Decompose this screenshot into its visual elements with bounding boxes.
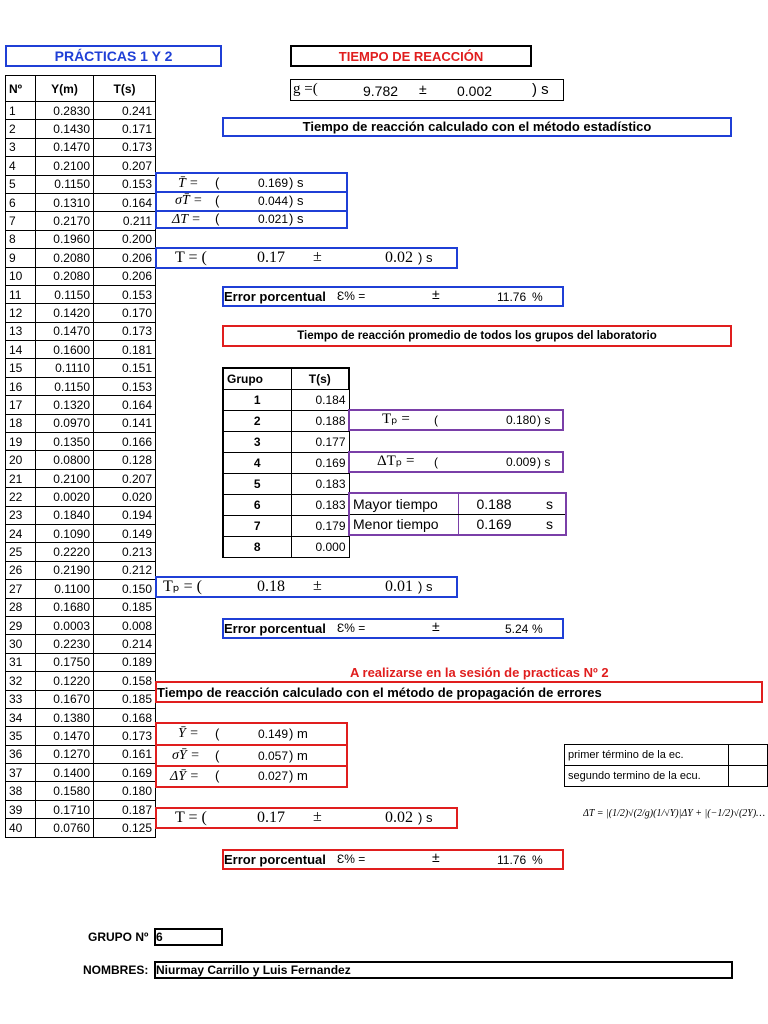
group-number: 6 (223, 494, 291, 515)
lab-result-error: 0.01 (385, 578, 413, 595)
measurement-number: 19 (6, 433, 36, 451)
measurement-t: 0.173 (94, 322, 156, 340)
group-row (223, 515, 349, 536)
measurement-number: 5 (6, 175, 36, 193)
group-number: 4 (223, 452, 291, 473)
measurement-row (6, 230, 156, 248)
measurement-number: 33 (6, 690, 36, 708)
group-row (223, 431, 349, 452)
min-value: 0.169 (458, 514, 526, 535)
measurement-y: 0.1310 (36, 193, 94, 211)
gravity-value: 9.782 (363, 83, 399, 99)
sigma-unit: ) s (289, 193, 304, 208)
propagation-formula: ΔT = |(1/2)√(2/g)(1/√Ȳ)|ΔY + |(−1/2)√(2Ȳ)… (583, 809, 766, 819)
measurement-number: 31 (6, 653, 36, 671)
measurement-y: 0.0003 (36, 616, 94, 634)
measurement-t: 0.173 (94, 727, 156, 745)
measurement-y: 0.1350 (36, 433, 94, 451)
sigma-y-unit: ) m (289, 748, 308, 763)
group-time: 0.169 (291, 452, 349, 473)
group-time: 0.183 (291, 473, 349, 494)
sigma-y-label: σȲ = (172, 748, 200, 763)
measurement-row (6, 267, 156, 285)
stat-error-value: 11.76 (497, 290, 527, 304)
ybar-unit: ) m (289, 726, 308, 741)
group-number: 2 (223, 410, 291, 431)
group-number: 5 (223, 473, 291, 494)
measurement-number: 9 (6, 249, 36, 267)
max-value: 0.188 (458, 493, 526, 514)
measurement-number: 1 (6, 102, 36, 120)
measurement-y: 0.1150 (36, 175, 94, 193)
delta-value: 0.021 (257, 212, 288, 226)
term1-label: primer término de la ec. (565, 745, 729, 766)
measurement-row (6, 341, 156, 359)
lab-title: Tiempo de reacción promedio de todos los grupos del laboratorio (297, 330, 657, 342)
measurement-y: 0.1470 (36, 138, 94, 156)
delta-y-value: 0.027 (257, 769, 288, 783)
min-unit: s (526, 514, 566, 535)
measurement-number: 13 (6, 322, 36, 340)
stat-error-label: Error porcentual (224, 289, 326, 304)
measurement-y: 0.2080 (36, 249, 94, 267)
group-row (223, 389, 349, 410)
measurement-t: 0.153 (94, 175, 156, 193)
measurement-row (6, 561, 156, 579)
measurement-number: 20 (6, 451, 36, 469)
ybar-value: 0.149 (257, 727, 288, 741)
measurement-number: 8 (6, 230, 36, 248)
terms-table (564, 744, 768, 787)
prop-error-unit: % (532, 853, 543, 867)
measurement-t: 0.187 (94, 800, 156, 818)
sigma-open: ( (215, 193, 220, 208)
measurement-t: 0.150 (94, 580, 156, 598)
measurement-number: 2 (6, 120, 36, 138)
measurement-row (6, 359, 156, 377)
groups-header-t: T(s) (291, 368, 349, 389)
measurement-t: 0.158 (94, 672, 156, 690)
measurement-row (6, 543, 156, 561)
measurement-t: 0.164 (94, 193, 156, 211)
measurement-t: 0.168 (94, 708, 156, 726)
tp-label: Tₚ = (382, 411, 410, 427)
measurement-y: 0.2100 (36, 157, 94, 175)
term1-row (565, 745, 768, 766)
measurement-number: 25 (6, 543, 36, 561)
tp-value: 0.180 (505, 413, 536, 427)
measurement-row (6, 800, 156, 818)
measurement-y: 0.1090 (36, 524, 94, 542)
measurement-number: 10 (6, 267, 36, 285)
measurement-t: 0.206 (94, 267, 156, 285)
measurement-number: 17 (6, 396, 36, 414)
measurements-body (6, 102, 156, 838)
lab-error-value: 5.24 (505, 622, 529, 636)
measurement-number: 39 (6, 800, 36, 818)
stat-result-unit: ) s (418, 250, 433, 265)
measurement-y: 0.1150 (36, 285, 94, 303)
measurement-row (6, 451, 156, 469)
dtp-label: ΔTₚ = (377, 453, 415, 469)
measurement-t: 0.207 (94, 157, 156, 175)
measurement-y: 0.2190 (36, 561, 94, 579)
gravity-error: 0.002 (457, 83, 493, 99)
measurement-y: 0.1400 (36, 764, 94, 782)
measurement-t: 0.141 (94, 414, 156, 432)
measurement-row (6, 782, 156, 800)
measurement-number: 24 (6, 524, 36, 542)
measurement-row (6, 193, 156, 211)
measurement-row (6, 819, 156, 837)
ybar-open: ( (215, 726, 220, 741)
measurement-row (6, 175, 156, 193)
measurement-y: 0.2170 (36, 212, 94, 230)
measurement-row (6, 102, 156, 120)
lab-error-unit: % (532, 622, 543, 636)
delta-unit: ) s (289, 211, 304, 226)
prop-error-pm: ± (432, 849, 440, 865)
tbar-unit: ) s (289, 175, 304, 190)
measurement-row (6, 690, 156, 708)
measurement-t: 0.212 (94, 561, 156, 579)
measurement-y: 0.1750 (36, 653, 94, 671)
measurement-t: 0.194 (94, 506, 156, 524)
groups-body (223, 389, 349, 557)
measurement-number: 27 (6, 580, 36, 598)
max-label: Mayor tiempo (349, 493, 458, 514)
measurement-y: 0.1580 (36, 782, 94, 800)
names-label: NOMBRES: (83, 963, 149, 977)
measurement-row (6, 433, 156, 451)
measurement-y: 0.1270 (36, 745, 94, 763)
delta-label: ΔT = (172, 212, 201, 227)
max-unit: s (526, 493, 566, 514)
measurement-y: 0.1430 (36, 120, 94, 138)
group-time: 0.179 (291, 515, 349, 536)
group-time: 0.184 (291, 389, 349, 410)
measurement-number: 15 (6, 359, 36, 377)
measurement-t: 0.008 (94, 616, 156, 634)
stat-error-pm: ± (432, 286, 440, 302)
measurement-y: 0.0020 (36, 488, 94, 506)
group-time: 0.000 (291, 536, 349, 557)
measurement-y: 0.1680 (36, 598, 94, 616)
dtp-unit: ) s (537, 455, 551, 469)
measurement-t: 0.170 (94, 304, 156, 322)
measurement-number: 34 (6, 708, 36, 726)
sigma-y-open: ( (215, 748, 220, 763)
measurement-number: 37 (6, 764, 36, 782)
prop-result-error: 0.02 (385, 809, 413, 826)
measurement-number: 21 (6, 469, 36, 487)
tp-open: ( (434, 413, 438, 427)
measurement-y: 0.1710 (36, 800, 94, 818)
gravity-label: g =( (293, 81, 318, 97)
measurement-t: 0.214 (94, 635, 156, 653)
stat-result-label: T = ( (175, 249, 207, 266)
term2-value (728, 766, 767, 787)
measurements-table (5, 75, 156, 838)
measurement-number: 40 (6, 819, 36, 837)
measurement-number: 22 (6, 488, 36, 506)
lab-error-symbol: Ɛ% = (337, 621, 366, 635)
group-time: 0.188 (291, 410, 349, 431)
measurement-row (6, 120, 156, 138)
tbar-open: ( (215, 175, 220, 190)
term2-row (565, 766, 768, 787)
measurement-number: 38 (6, 782, 36, 800)
measurement-t: 0.128 (94, 451, 156, 469)
measurement-row (6, 616, 156, 634)
measurement-number: 11 (6, 285, 36, 303)
group-row (223, 494, 349, 515)
stat-error-symbol: Ɛ% = (337, 289, 366, 303)
measurement-row (6, 488, 156, 506)
measurement-y: 0.2100 (36, 469, 94, 487)
measurement-row (6, 635, 156, 653)
measurement-number: 4 (6, 157, 36, 175)
groups-table (222, 367, 350, 558)
measurement-y: 0.1220 (36, 672, 94, 690)
measurement-number: 36 (6, 745, 36, 763)
measurement-row (6, 138, 156, 156)
delta-y-unit: ) m (289, 768, 308, 783)
ybar-label: Ȳ = (178, 726, 199, 741)
prop-divider-2 (155, 765, 348, 767)
measurement-t: 0.173 (94, 138, 156, 156)
measurement-y: 0.1840 (36, 506, 94, 524)
dtp-value: 0.009 (505, 455, 536, 469)
measurement-row (6, 598, 156, 616)
sigma-value: 0.044 (257, 194, 288, 208)
measurement-y: 0.1100 (36, 580, 94, 598)
term1-value (728, 745, 767, 766)
measurement-t: 0.153 (94, 285, 156, 303)
measurement-row (6, 580, 156, 598)
measurement-t: 0.020 (94, 488, 156, 506)
group-time: 0.183 (291, 494, 349, 515)
group-row (223, 410, 349, 431)
header-number: Nº (6, 76, 36, 102)
measurement-t: 0.213 (94, 543, 156, 561)
measurement-number: 18 (6, 414, 36, 432)
measurement-y: 0.1470 (36, 322, 94, 340)
measurement-t: 0.151 (94, 359, 156, 377)
measurement-t: 0.161 (94, 745, 156, 763)
delta-open: ( (215, 211, 220, 226)
measurement-row (6, 506, 156, 524)
min-row (349, 514, 566, 535)
stat-result-value: 0.17 (257, 249, 285, 266)
gravity-pm: ± (419, 81, 427, 97)
sigma-y-value: 0.057 (257, 749, 288, 763)
sigma-label: σT̄ = (175, 193, 203, 208)
group-number-value: 6 (156, 930, 163, 944)
group-number: 7 (223, 515, 291, 536)
header-y: Y(m) (36, 76, 94, 102)
measurement-t: 0.171 (94, 120, 156, 138)
stat-title: Tiempo de reacción calculado con el método estadístico (302, 119, 652, 134)
measurement-row (6, 285, 156, 303)
measurement-number: 26 (6, 561, 36, 579)
measurement-number: 29 (6, 616, 36, 634)
measurement-y: 0.2830 (36, 102, 94, 120)
gravity-box (290, 79, 564, 101)
tp-unit: ) s (537, 413, 551, 427)
prop-result-value: 0.17 (257, 809, 285, 826)
measurement-number: 16 (6, 377, 36, 395)
measurement-t: 0.206 (94, 249, 156, 267)
measurement-y: 0.1150 (36, 377, 94, 395)
max-row (349, 493, 566, 514)
measurement-t: 0.169 (94, 764, 156, 782)
measurement-y: 0.2230 (36, 635, 94, 653)
measurement-row (6, 249, 156, 267)
prop-error-label: Error porcentual (224, 852, 326, 867)
dtp-open: ( (434, 455, 438, 469)
measurement-t: 0.153 (94, 377, 156, 395)
measurement-row (6, 322, 156, 340)
delta-y-label: ΔȲ = (170, 769, 199, 784)
measurement-y: 0.1420 (36, 304, 94, 322)
lab-result-label: Tₚ = ( (163, 578, 202, 595)
groups-header-group: Grupo (223, 368, 291, 389)
measurement-row (6, 377, 156, 395)
lab-result-value: 0.18 (257, 578, 285, 595)
groups-header-row (223, 368, 349, 389)
measurement-number: 28 (6, 598, 36, 616)
measurement-t: 0.125 (94, 819, 156, 837)
measurement-number: 32 (6, 672, 36, 690)
measurement-row (6, 212, 156, 230)
stat-result-pm: ± (313, 248, 322, 265)
measurement-y: 0.1470 (36, 727, 94, 745)
measurements-header-row (6, 76, 156, 102)
measurement-y: 0.0800 (36, 451, 94, 469)
prop-error-value: 11.76 (497, 853, 527, 867)
measurement-y: 0.2220 (36, 543, 94, 561)
measurement-y: 0.1960 (36, 230, 94, 248)
measurement-t: 0.181 (94, 341, 156, 359)
gravity-unit: ) s (532, 81, 549, 98)
measurement-number: 6 (6, 193, 36, 211)
practicas-title: PRÁCTICAS 1 Y 2 (54, 48, 173, 64)
stat-error-unit: % (532, 290, 543, 304)
lab-result-unit: ) s (418, 579, 433, 594)
measurement-t: 0.164 (94, 396, 156, 414)
group-number-label: GRUPO Nº (88, 930, 149, 944)
measurement-y: 0.0760 (36, 819, 94, 837)
measurement-t: 0.149 (94, 524, 156, 542)
lab-result-pm: ± (313, 577, 322, 594)
lab-error-label: Error porcentual (224, 621, 326, 636)
measurement-row (6, 745, 156, 763)
group-number: 8 (223, 536, 291, 557)
header-t: T(s) (94, 76, 156, 102)
prop-result-label: T = ( (175, 809, 207, 826)
measurement-y: 0.1600 (36, 341, 94, 359)
measurement-t: 0.207 (94, 469, 156, 487)
measurement-row (6, 764, 156, 782)
measurement-row (6, 469, 156, 487)
group-row (223, 536, 349, 557)
measurement-row (6, 396, 156, 414)
measurement-y: 0.1670 (36, 690, 94, 708)
measurement-y: 0.0970 (36, 414, 94, 432)
prop-divider-1 (155, 744, 348, 746)
measurement-t: 0.166 (94, 433, 156, 451)
tbar-value: 0.169 (257, 176, 288, 190)
delta-y-open: ( (215, 768, 220, 783)
prop-error-symbol: Ɛ% = (337, 852, 366, 866)
group-number: 3 (223, 431, 291, 452)
measurement-y: 0.1110 (36, 359, 94, 377)
session-note: A realizarse en la sesión de practicas Nº 2 (350, 665, 609, 680)
measurement-y: 0.1380 (36, 708, 94, 726)
group-time: 0.177 (291, 431, 349, 452)
min-label: Menor tiempo (349, 514, 458, 535)
term2-label: segundo termino de la ecu. (565, 766, 729, 787)
measurement-row (6, 304, 156, 322)
measurement-number: 23 (6, 506, 36, 524)
names-value: Niurmay Carrillo y Luis Fernandez (156, 963, 351, 977)
measurement-row (6, 672, 156, 690)
measurement-number: 3 (6, 138, 36, 156)
measurement-row (6, 524, 156, 542)
group-number-field[interactable] (154, 928, 223, 946)
measurement-y: 0.2080 (36, 267, 94, 285)
measurement-t: 0.189 (94, 653, 156, 671)
measurement-t: 0.200 (94, 230, 156, 248)
min-max-table (348, 492, 567, 536)
measurement-y: 0.1320 (36, 396, 94, 414)
measurement-row (6, 653, 156, 671)
measurement-row (6, 414, 156, 432)
measurement-t: 0.180 (94, 782, 156, 800)
lab-error-pm: ± (432, 618, 440, 634)
measurement-number: 35 (6, 727, 36, 745)
measurement-number: 12 (6, 304, 36, 322)
prop-result-pm: ± (313, 808, 322, 825)
measurement-number: 30 (6, 635, 36, 653)
measurement-number: 7 (6, 212, 36, 230)
group-row (223, 473, 349, 494)
prop-title: Tiempo de reacción calculado con el método de propagación de errores (157, 685, 602, 700)
stat-result-error: 0.02 (385, 249, 413, 266)
measurement-row (6, 708, 156, 726)
prop-result-unit: ) s (418, 810, 433, 825)
measurement-row (6, 727, 156, 745)
measurement-t: 0.211 (94, 212, 156, 230)
measurement-t: 0.241 (94, 102, 156, 120)
measurement-t: 0.185 (94, 598, 156, 616)
tbar-label: T̄ = (178, 176, 199, 191)
measurement-t: 0.185 (94, 690, 156, 708)
group-number: 1 (223, 389, 291, 410)
measurement-number: 14 (6, 341, 36, 359)
group-row (223, 452, 349, 473)
reaction-time-title: TIEMPO DE REACCIÓN (338, 49, 484, 64)
measurement-row (6, 157, 156, 175)
